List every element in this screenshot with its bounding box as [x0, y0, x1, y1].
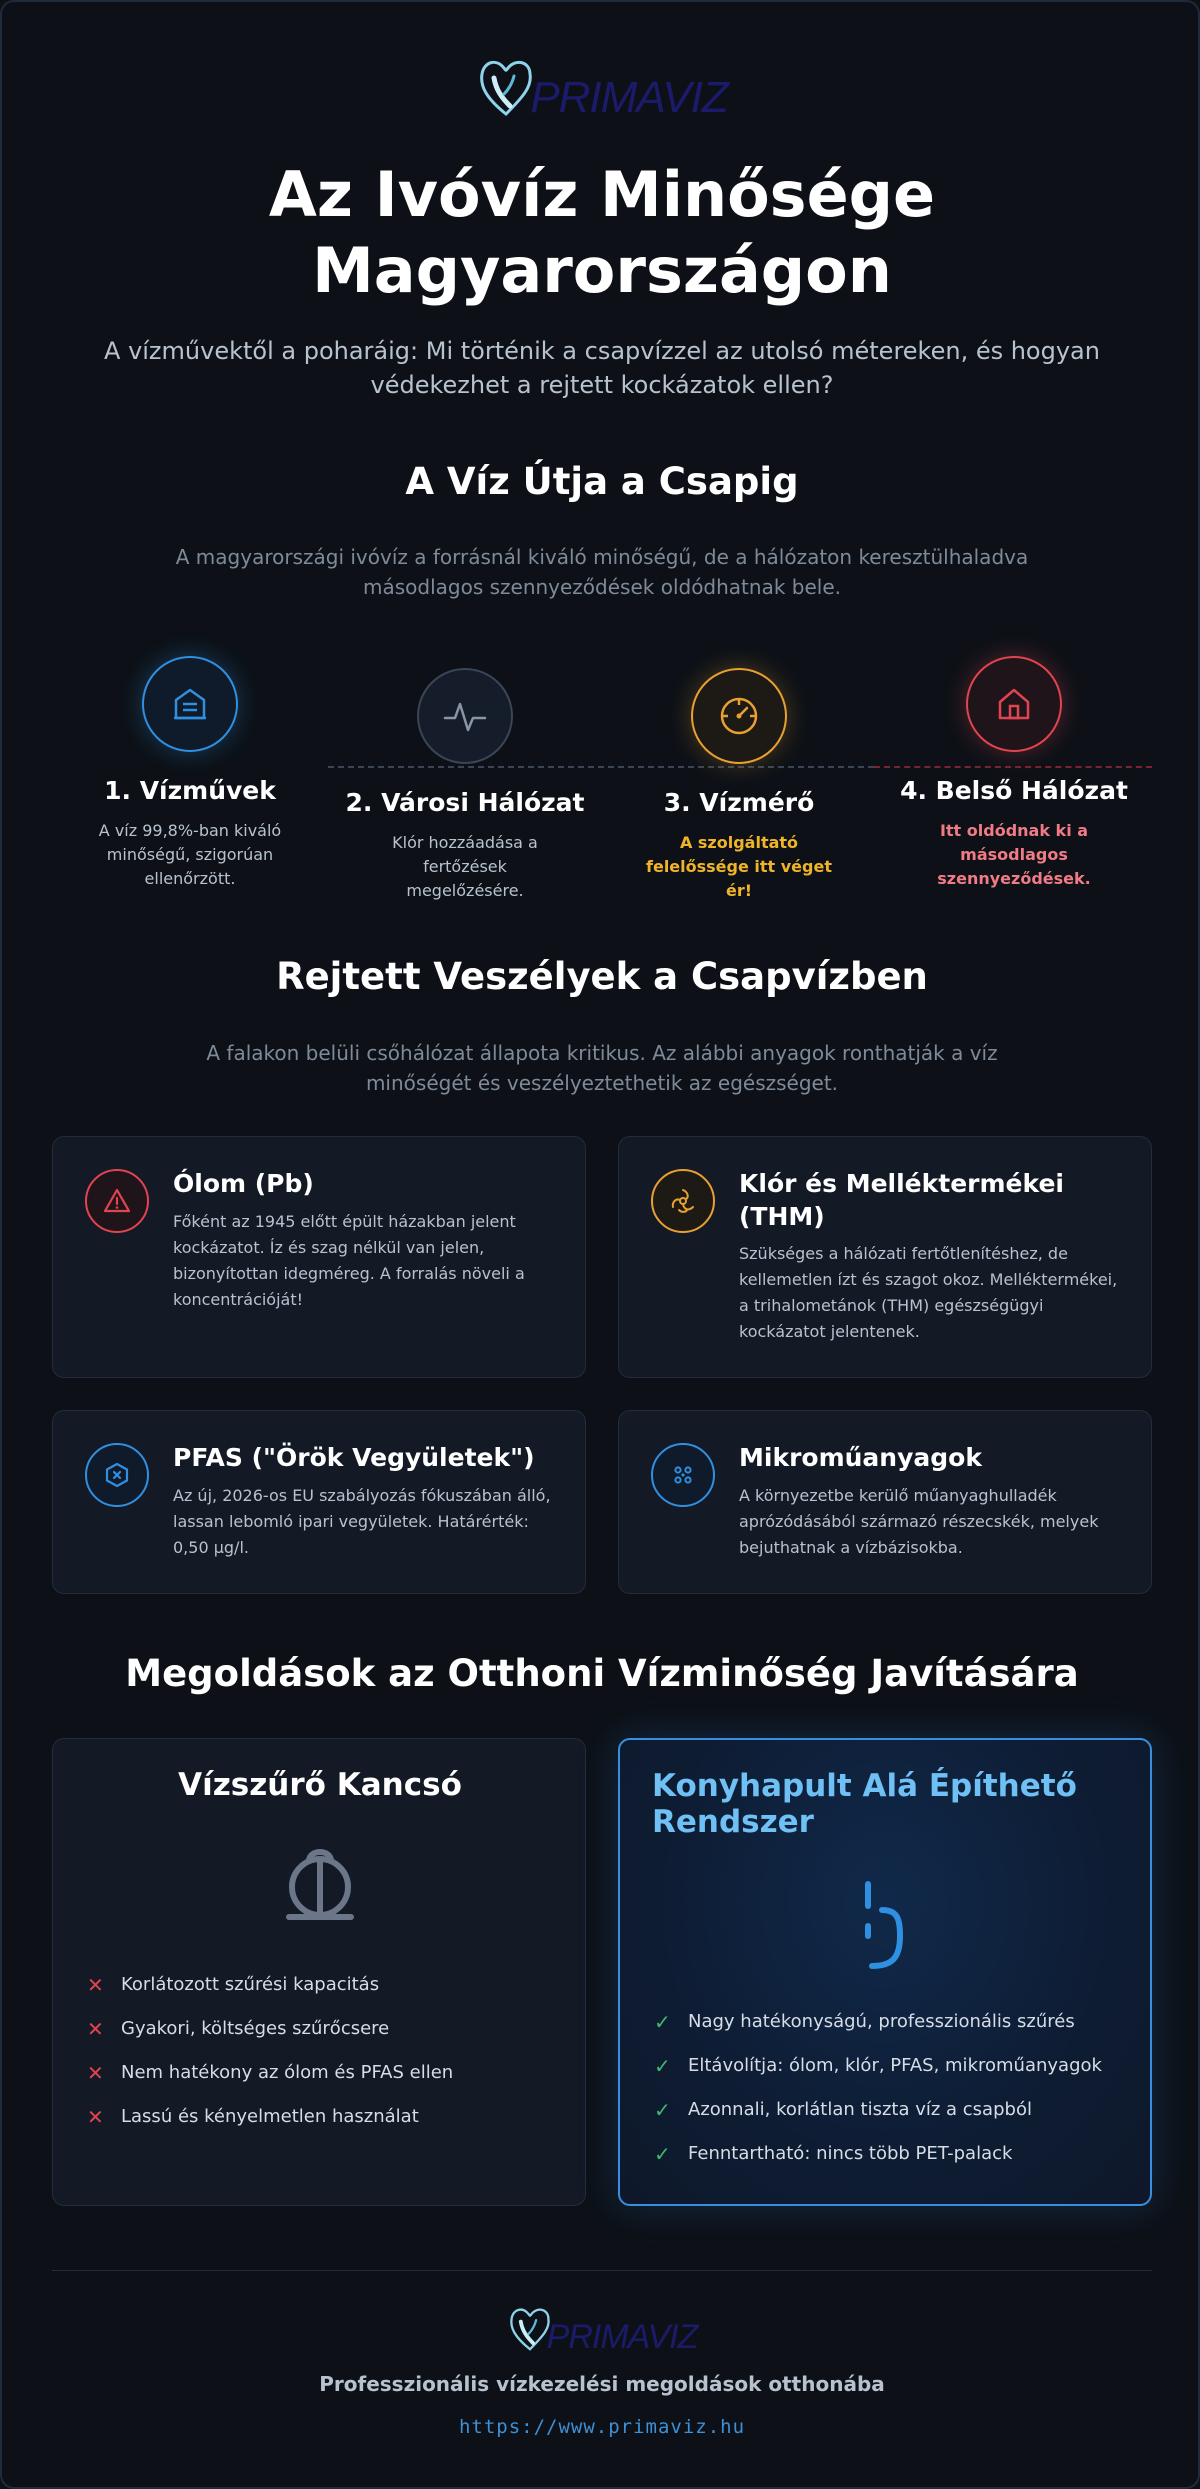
danger-desc: Főként az 1945 előtt épült házakban jelent kockázatot. Íz és szag nélkül van jelen, bizonyítottan idegméreg. A forralás növeli a koncentrációját! [173, 1212, 525, 1309]
logo-text: PRIMAVIZ [530, 73, 728, 122]
solutions-heading: Megoldások az Otthoni Vízminőség Javítására [125, 1652, 1079, 1695]
step-desc: A szolgáltató felelőssége itt véget ér! [646, 833, 832, 900]
page-title [102, 157, 1102, 309]
journey-step-4 [889, 656, 1139, 891]
undersink-pros-list [654, 2000, 1130, 2176]
activity-pulse-icon [443, 696, 487, 736]
danger-icon-circle [651, 1169, 715, 1233]
solution-card-undersink [618, 1738, 1152, 2206]
x-mark-icon: ✕ [87, 2105, 104, 2129]
danger-icon-circle [85, 1169, 149, 1233]
brand-logo[interactable] [2, 50, 1200, 120]
biohazard-icon [668, 1186, 698, 1216]
faucet-icon [858, 1880, 908, 1976]
footer-tagline: Professzionális vízkezelési megoldások otthonába [319, 2372, 885, 2396]
x-mark-icon: ✕ [87, 1973, 104, 1997]
list-item-text: Lassú és kényelmetlen használat [121, 2106, 419, 2127]
step-title: 2. Városi Hálózat [345, 788, 585, 817]
journey-heading: A Víz Útja a Csapig [405, 460, 799, 503]
logo-text: PRIMAVIZ [546, 2318, 698, 2356]
step-icon-circle [417, 668, 513, 764]
pitcher-cons-list [87, 1963, 565, 2139]
danger-title: PFAS ("Örök Vegyületek") [173, 1443, 535, 1472]
solution-title: Vízszűrő Kancsó [178, 1767, 462, 1803]
dangers-subtitle: A falakon belüli csőhálózat állapota kritikus. Az alábbi anyagok ronthatják a víz minőségét és veszélyeztethetik az egészséget. [206, 1041, 998, 1095]
water-meter-icon [717, 694, 761, 738]
list-item [87, 2095, 565, 2139]
step-desc: Itt oldódnak ki a másodlagos szennyeződések. [937, 821, 1091, 888]
list-item [654, 2044, 1130, 2088]
chemical-hexagon-icon [102, 1460, 132, 1490]
journey-step-2 [340, 668, 590, 903]
step-icon-circle [966, 656, 1062, 752]
page-lead: A vízművektől a poharáig: Mi történik a csapvízzel az utolsó métereken, és hogyan védekezhet a rejtett kockázatok ellen? [104, 337, 1100, 399]
check-icon: ✓ [654, 2142, 671, 2166]
step-desc: Klór hozzáadása a fertőzések megelőzésére. [392, 833, 538, 900]
list-item [87, 1963, 565, 2007]
footer-url-link[interactable]: https://www.primaviz.hu [458, 2416, 746, 2438]
list-item [87, 2007, 565, 2051]
list-item-text: Fenntartható: nincs több PET-palack [688, 2143, 1013, 2164]
danger-desc: Szükséges a hálózati fertőtlenítéshez, de kellemetlen ízt és szagot okoz. Melléktermékei, a trihalometánok (THM) egészségügyi kockázatot jelentenek. [739, 1244, 1118, 1341]
page-title-line2: Magyarországon [312, 234, 892, 307]
step-title: 1. Vízművek [104, 776, 276, 805]
warning-triangle-icon [102, 1186, 132, 1216]
particles-icon [668, 1460, 698, 1490]
list-item-text: Azonnali, korlátlan tiszta víz a csapból [688, 2099, 1032, 2120]
dangers-heading: Rejtett Veszélyek a Csapvízben [276, 955, 928, 998]
house-icon [994, 684, 1034, 724]
step-title: 3. Vízmérő [663, 788, 815, 817]
list-item [654, 2000, 1130, 2044]
danger-desc: A környezetbe kerülő műanyaghulladék aprózódásából származó részecskék, melyek bejuthatnak a vízbázisokba. [739, 1486, 1099, 1557]
x-mark-icon: ✕ [87, 2017, 104, 2041]
heart-drop-logo-icon [476, 50, 536, 120]
list-item-text: Korlátozott szűrési kapacitás [121, 1974, 380, 1995]
page-title-line1: Az Ivóvíz Minősége [268, 158, 936, 231]
footer-logo[interactable] [2, 2300, 1200, 2354]
danger-title: Ólom (Pb) [173, 1169, 314, 1198]
journey-step-1 [65, 656, 315, 891]
journey-step-3 [614, 668, 864, 903]
list-item-text: Nagy hatékonyságú, professzionális szűrés [688, 2011, 1075, 2032]
list-item-text: Eltávolítja: ólom, klór, PFAS, mikroműanyagok [688, 2055, 1102, 2076]
journey-subtitle: A magyarországi ivóvíz a forrásnál kiváló minőségű, de a hálózaton keresztülhaladva másodlagos szennyeződések oldódhatnak bele. [175, 545, 1029, 599]
x-mark-icon: ✕ [87, 2061, 104, 2085]
danger-title: Klór és Melléktermékei (THM) [739, 1169, 1064, 1231]
check-icon: ✓ [654, 2010, 671, 2034]
list-item-text: Nem hatékony az ólom és PFAS ellen [121, 2062, 454, 2083]
danger-icon-circle [651, 1443, 715, 1507]
solution-title: Konyhapult Alá Építhető Rendszer [652, 1768, 1077, 1840]
step-title: 4. Belső Hálózat [900, 776, 1128, 805]
check-icon: ✓ [654, 2098, 671, 2122]
water-plant-icon [170, 684, 210, 724]
danger-title: Mikroműanyagok [739, 1443, 982, 1472]
danger-card-microplastics [618, 1410, 1152, 1594]
list-item [654, 2132, 1130, 2176]
step-icon-circle [142, 656, 238, 752]
list-item [654, 2088, 1130, 2132]
list-item-text: Gyakori, költséges szűrőcsere [121, 2018, 390, 2039]
pitcher-icon [285, 1841, 355, 1921]
check-icon: ✓ [654, 2054, 671, 2078]
danger-card-chlorine [618, 1136, 1152, 1378]
danger-card-pfas [52, 1410, 586, 1594]
danger-icon-circle [85, 1443, 149, 1507]
danger-card-lead [52, 1136, 586, 1378]
footer-divider [52, 2270, 1152, 2271]
step-icon-circle [691, 668, 787, 764]
step-desc: A víz 99,8%-ban kiváló minőségű, szigorúan ellenőrzött. [98, 821, 282, 888]
danger-desc: Az új, 2026-os EU szabályozás fókuszában álló, lassan lebomló ipari vegyületek. Határérték: 0,50 µg/l. [173, 1486, 551, 1557]
list-item [87, 2051, 565, 2095]
solution-card-pitcher [52, 1738, 586, 2206]
